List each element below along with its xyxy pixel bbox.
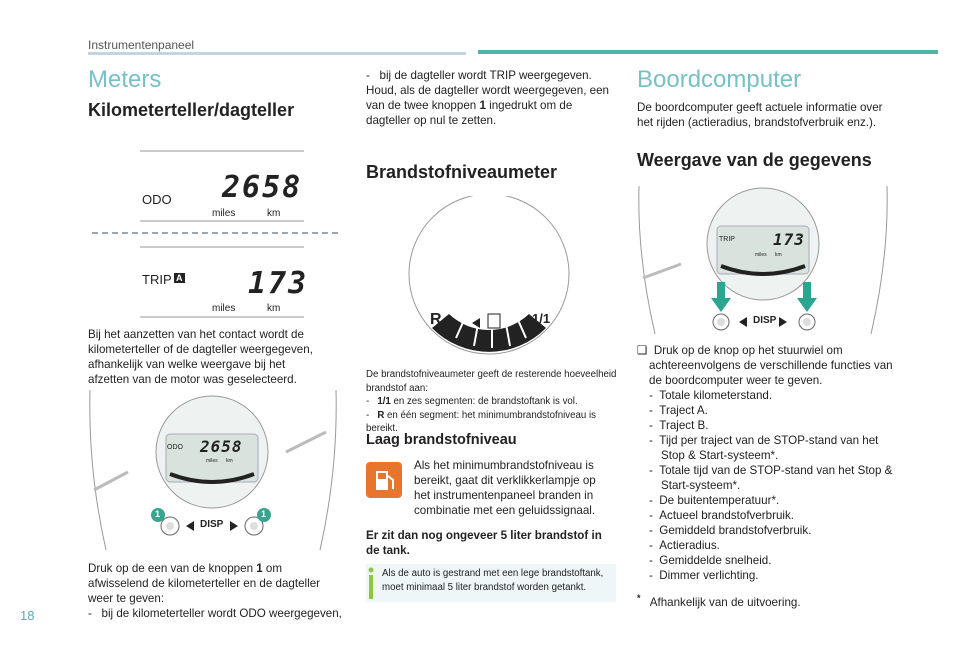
function-list [637,388,893,583]
callout-1-left: 1 [155,509,161,519]
low-fuel-heading: Laag brandstofniveau [366,432,517,448]
low-fuel-text: Als het minimumbrandstofniveau is bereikt, gaat dit verklikkerlampje op het instrumentenpaneel branden in combinatie met een geluidssignaal. [414,459,596,517]
odometer-intro-text: Bij het aanzetten van het contact wordt de kilometerteller of de dagteller weergegeven, afhankelijk van welke weergave bij het afzetten van de motor was geselecteerd. [88,328,313,386]
footnote [637,591,801,610]
trip-continued-text [366,68,618,128]
button-ref: 1 [479,99,486,112]
trip-unit-miles: miles [212,303,236,314]
caption-text: De brandstofniveaumeter geeft de resterende hoeveelheid brandstof aan: [366,369,617,394]
trip-label: TRIP [142,272,172,287]
bold-ref: 1/1 [377,396,391,407]
function-item: - Gemiddelde snelheid. [649,554,772,567]
info-text: Als de auto is gestrand met een lege brandstoftank, moet minimaal 5 liter brandstof worden getankt. [382,568,604,593]
text-part: Houd, als de dagteller wordt weergegeven, een van de twee knoppen [366,84,609,112]
odo-label: ODO [142,192,172,207]
button-ref: 1 [256,562,263,575]
text-part: en zes segmenten: de brandstoftank is vol. [390,396,578,407]
trip-bullet: - bij de dagteller wordt TRIP weergegeven. [366,69,592,82]
cluster-units: miles km [206,458,233,464]
odo-display [140,150,304,222]
function-item: - Totale kilometerstand. [649,389,773,402]
trip-display [140,246,309,318]
function-item: - Actueel brandstofverbruik. [649,509,794,522]
function-item: - Traject A. [649,404,708,417]
low-fuel-remaining-note: Er zit dan nog ongeveer 5 liter brandstof in de tank. [366,529,602,557]
function-list-block [637,343,893,583]
trip-computer-intro: De boordcomputer geeft actuele informatie over het rijden (actieradius, brandstofverbruik enz.). [637,101,883,129]
display-trip-value: 173 [773,230,805,249]
trip-value: 173 [248,266,309,301]
fuel-gauge-heading: Brandstofniveaumeter [366,162,558,182]
text-part: om afwisselend de kilometerteller en de dagteller weer te geven: [88,562,321,605]
trip-letter-badge: A [176,273,183,283]
trip-computer-title: Boordcomputer [637,66,802,93]
section-header: Instrumentenpaneel [88,38,195,52]
odo-bullet: - bij de kilometerteller wordt ODO weergegeven, [88,607,342,620]
cluster-odo-label: ODO [167,444,183,451]
info-box [366,564,616,602]
meters-title: Meters [88,66,162,93]
cluster-odo-value: 2658 [200,437,243,456]
function-item: - Tijd per traject van de STOP-stand van het Stop & Start-systeem*. [649,434,879,462]
callout-1-right: 1 [261,509,267,519]
info-icon [368,566,374,598]
header-accent-bar [478,50,938,54]
text-part: ingedrukt om de dagteller op nul te zetten. [366,99,573,127]
low-fuel-warning-icon [366,462,402,498]
odo-unit-miles: miles [212,208,236,219]
caption-bullet-reserve: - R en één segment: het minimumbrandstofniveau is bereikt. [366,409,596,434]
trip-unit-km: km [267,303,281,314]
header-divider [88,52,466,55]
function-item: - Actieradius. [649,539,720,552]
page-number: 18 [20,608,35,623]
function-item: - Gemiddeld brandstofverbruik. [649,524,812,537]
function-item: - Dimmer verlichting. [649,569,759,582]
display-disp-label: DISP [753,315,777,326]
footnote-text: Afhankelijk van de uitvoering. [649,595,801,609]
cluster-disp-label: DISP [200,519,224,530]
function-list-lead: ❑ Druk op de knop op het stuurwiel om achtereenvolgens de verschillende functies van de boordcomputer weer te geven. [637,344,893,387]
fuel-gauge-illustration [404,196,574,356]
text-part: Druk op de een van de knoppen [88,562,257,575]
function-item: - Traject B. [649,419,709,432]
cluster-illustration [88,390,338,550]
reset-instruction [366,83,618,128]
footnote-mark: * [637,593,641,603]
trip-computer-illustration [637,186,889,334]
gauge-full-label: 1/1 [532,311,551,326]
data-display-heading: Weergave van de gegevens [637,150,872,170]
caption-bullet-full: - 1/1 en zes segmenten: de brandstoftank is vol. [366,396,578,407]
function-item: - Totale tijd van de STOP-stand van het Stop & Start-systeem*. [649,464,893,492]
odo-unit-km: km [267,208,281,219]
dashed-separator [92,232,338,234]
odometer-heading: Kilometerteller/dagteller [88,100,295,120]
text-part: en één segment: het minimumbrandstofniveau is bereikt. [366,409,596,434]
fuel-gauge-caption [366,368,622,436]
gauge-reserve-label: R [430,311,442,328]
odometer-buttons-text [88,561,344,621]
bold-ref: R [377,409,385,421]
display-units: miles km [755,252,782,258]
odo-value: 2658 [222,170,303,205]
display-trip-label: TRIP [719,236,735,243]
function-item: - De buitentemperatuur*. [649,494,780,507]
